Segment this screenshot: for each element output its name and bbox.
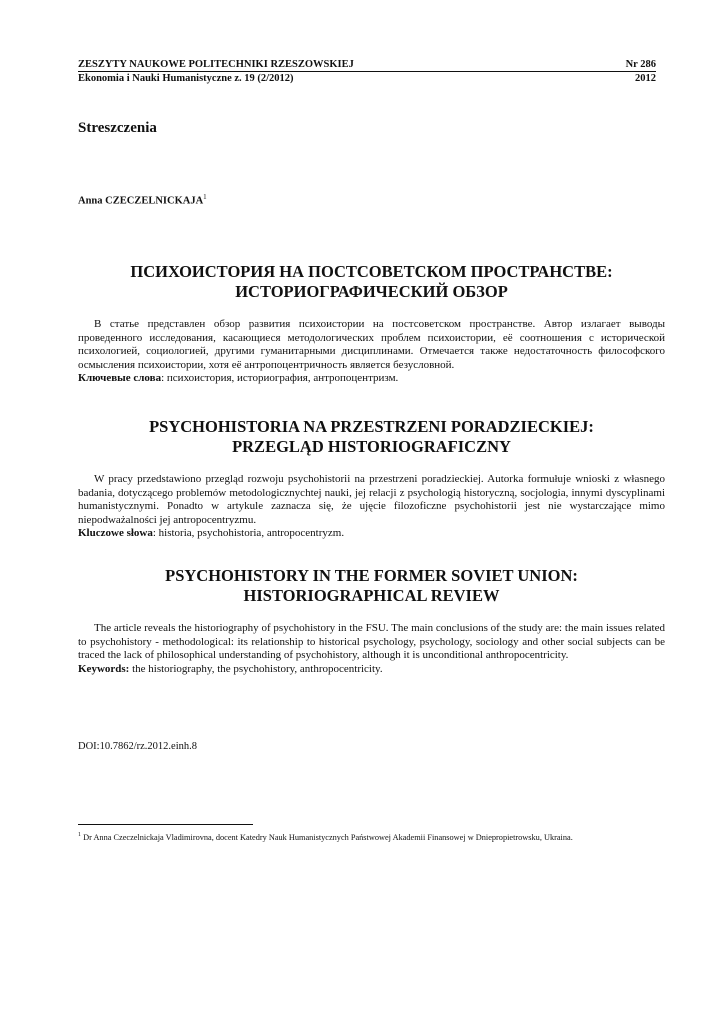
abstract-body	[78, 473, 665, 541]
abstract-title	[78, 417, 665, 457]
author-footnote-mark: 1	[203, 193, 207, 201]
keywords-label: Kluczowe słowa	[78, 527, 153, 540]
abstract-body	[78, 622, 665, 676]
keywords-list: : психоистория, историография, антропоцентризм.	[161, 372, 399, 385]
abstract-title	[78, 566, 665, 606]
keywords-list: the historiography, the psychohistory, anthropocentricity.	[129, 662, 383, 675]
abstract-title-line: PSYCHOHISTORIA NA PRZESTRZENI PORADZIECKIEJ:	[149, 417, 594, 436]
abstract-title-line: ПСИХОИСТОРИЯ НА ПОСТСОВЕТСКОМ ПРОСТРАНСТВЕ:	[130, 262, 613, 281]
author-name: Anna CZECZELNICKAJA	[78, 195, 204, 207]
abstract-body	[78, 318, 665, 386]
abstract-text: The article reveals the historiography of psychohistory in the FSU. The main conclusions of the study are: the main issues related to psychohistory - methodological: its relationship to historical psychology, psychology, sociology and other social subjects can be traced the lack of philosophical understanding of psychohistory, although it is unconditional anthropocentricity.	[78, 622, 665, 662]
running-header	[78, 58, 656, 85]
abstract-text: В статье представлен обзор развития психоистории на постсоветском пространстве. Автор излагает выводы проведенного исследования, касающиеся методологических проблем психоистории, её соотношения с исторической психологией, социологией, другими гуманитарными дисциплинами. Отмечается также недостаточность философского осмысления психоистории, хотя её антропоцентричность является безусловной.	[78, 318, 665, 371]
abstract-text: W pracy przedstawiono przegląd rozwoju psychohistorii na przestrzeni poradzieckiej. Autorka formułuje wnioski z własnego badania, dotyczącego problemów metodologicznychtej nauki, jej relacji z psychologią historyczną, socjologia, innymi dyscyplinami humanistycznymi. Ponadto w artykule zaznacza się, że ujęcie filozoficzne psychohistorii jest nie wystarczające mimo niepodważalności jej antropocentryzmu.	[78, 473, 665, 526]
author	[78, 193, 207, 207]
abstract-english	[78, 566, 665, 676]
keywords-label: Ключевые слова	[78, 372, 162, 385]
abstract-russian	[78, 262, 665, 386]
abstract-polish	[78, 417, 665, 541]
footnote-divider	[78, 824, 253, 825]
keywords	[78, 527, 665, 541]
doi: DOI:10.7862/rz.2012.einh.8	[78, 741, 197, 752]
footnote-mark: 1	[78, 832, 81, 838]
journal-name: ZESZYTY NAUKOWE POLITECHNIKI RZESZOWSKIEJ	[78, 59, 354, 70]
footnote-text: Dr Anna Czeczelnickaja Vladimirovna, docent Katedry Nauk Humanistycznych Państwowej Akademii Finansowej w Dniepropietrowsku, Ukraina.	[81, 832, 573, 842]
keywords	[78, 372, 665, 386]
keywords	[78, 663, 665, 677]
issue-number: Nr 286	[625, 59, 656, 70]
abstract-title-line: ИСТОРИОГРАФИЧЕСКИЙ ОБЗОР	[235, 282, 508, 301]
keywords-list: : historia, psychohistoria, antropocentryzm.	[152, 527, 345, 540]
issue-year: 2012	[635, 73, 656, 84]
section-title: Streszczenia	[78, 120, 157, 136]
abstract-title	[78, 262, 665, 302]
abstract-title-line: PSYCHOHISTORY IN THE FORMER SOVIET UNION:	[165, 566, 578, 585]
abstract-title-line: PRZEGLĄD HISTORIOGRAFICZNY	[232, 437, 511, 456]
footnote	[78, 830, 678, 843]
header-row-2	[78, 72, 656, 85]
abstract-title-line: HISTORIOGRAPHICAL REVIEW	[243, 586, 500, 605]
header-row-1	[78, 58, 656, 72]
series-name: Ekonomia i Nauki Humanistyczne z. 19 (2/2012)	[78, 73, 294, 84]
keywords-label: Keywords:	[78, 662, 130, 675]
